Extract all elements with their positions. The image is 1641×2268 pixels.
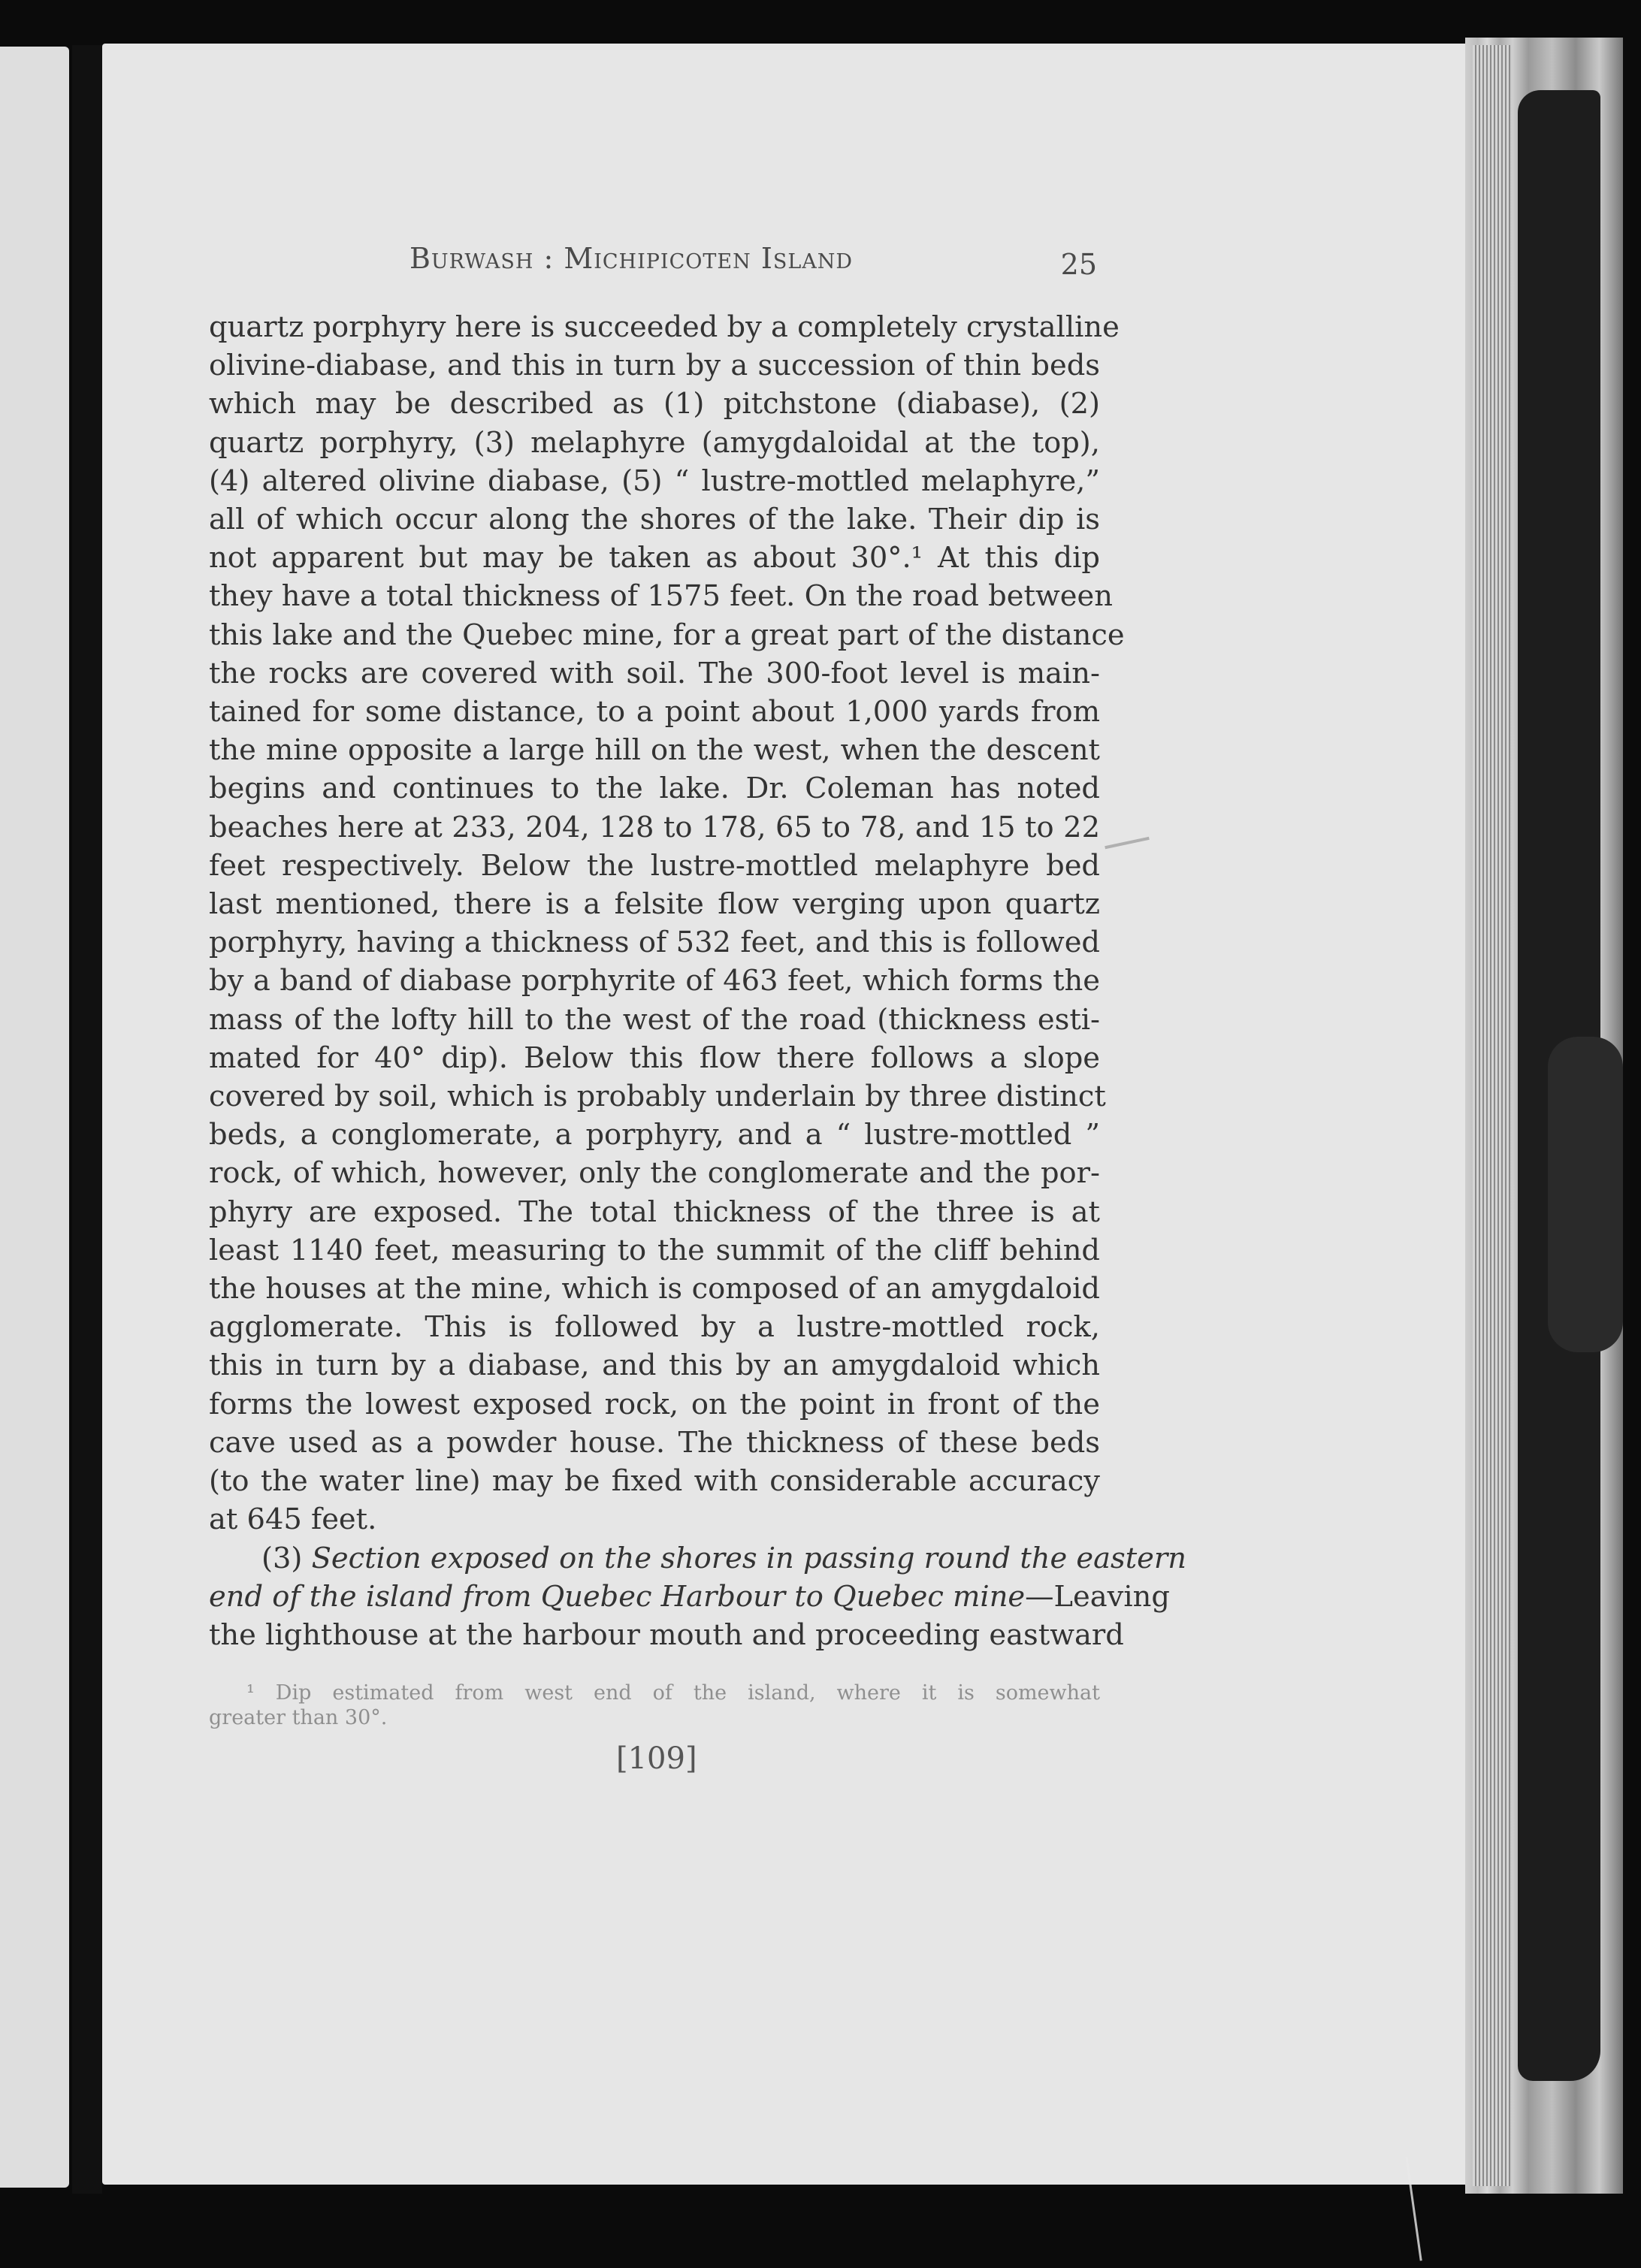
text-line: mated for 40° dip). Below this flow there follows a slope [209,1040,1100,1075]
text-line: porphyry, having a thickness of 532 feet, and this is followed [209,926,1100,960]
folio-number: [109] [616,1741,697,1776]
text-line: the mine opposite a large hill on the west, when the descent [209,733,1100,768]
text-line: forms the lowest exposed rock, on the point in front of the [209,1387,1100,1421]
left-page-edge [0,47,69,2188]
text-line: not apparent but may be taken as about 30°.¹ At this dip [209,541,1100,575]
footnote [209,1681,1100,1730]
text-line: this lake and the Quebec mine, for a great part of the distance [209,618,1125,652]
text-line: feet respectively. Below the lustre-mottled melaphyre bed [209,848,1100,883]
text-line: covered by soil, which is probably underlain by three distinct [209,1080,1106,1114]
text-line: tained for some distance, to a point about 1,000 yards from [209,695,1100,729]
text-line: quartz porphyry, (3) melaphyre (amygdaloidal at the top), [209,425,1100,460]
section-title-part2: end of the island from Quebec Harbour to Quebec mine [209,1579,1026,1614]
section-title-part1: Section exposed on the shores in passing round the eastern [311,1541,1186,1575]
text-line: the lighthouse at the harbour mouth and proceeding eastward [209,1617,1124,1652]
text-line: (to the water line) may be fixed with considerable accuracy [209,1464,1100,1499]
text-line: beds, a conglomerate, a porphyry, and a “ lustre-mottled ” [209,1118,1100,1152]
text-line: cave used as a powder house. The thickness of these beds [209,1425,1100,1460]
text-line: least 1140 feet, measuring to the summit of the cliff behind [209,1233,1100,1267]
text-line: rock, of which, however, only the conglomerate and the por- [209,1156,1100,1191]
text-line: the houses at the mine, which is composed of an amygdaloid [209,1272,1100,1306]
text-line: phyry are exposed. The total thickness of the three is at [209,1194,1100,1229]
text-line: mass of the lofty hill to the west of the road (thickness esti- [209,1002,1100,1037]
text-line: beaches here at 233, 204, 128 to 178, 65 to 78, and 15 to 22 [209,810,1100,844]
text-line: begins and continues to the lake. Dr. Coleman has noted [209,772,1100,806]
book-gutter [72,45,102,2194]
text-line: this in turn by a diabase, and this by an amygdaloid which [209,1348,1100,1383]
text-line: all of which occur along the shores of the lake. Their dip is [209,503,1100,537]
body-text [209,308,1186,1654]
section-heading-line [209,1578,1170,1616]
text-line: they have a total thickness of 1575 feet. On the road between [209,579,1113,614]
text-line: last mentioned, there is a felsite flow verging upon quartz [209,887,1100,922]
text-line: at 645 feet. [209,1502,377,1537]
text-line: quartz porphyry here is succeeded by a completely crystalline [209,310,1120,344]
section-text-start: —Leaving [1025,1579,1170,1614]
text-line: by a band of diabase porphyrite of 463 feet, which forms the [209,964,1100,998]
text-line: the rocks are covered with soil. The 300-foot level is main- [209,656,1100,690]
page-edge-lines [1473,45,1510,2186]
footnote-line: greater than 30°. [209,1706,388,1729]
text-line: olivine-diabase, and this in turn by a succession of thin beds [209,349,1100,383]
section-heading-line [209,1539,1186,1578]
page-number: 25 [1060,248,1097,281]
running-head: Burwash : Michipicoten Island [409,242,854,275]
section-number: (3) [261,1541,303,1575]
text-line: which may be described as (1) pitchstone (diabase), (2) [209,387,1100,421]
text-line: agglomerate. This is followed by a lustre-mottled rock, [209,1310,1100,1345]
page-header [210,242,1097,287]
footnote-line: ¹ Dip estimated from west end of the island, where it is somewhat [246,1681,1100,1705]
cover-edge-shadow-lower [1548,1037,1623,1352]
text-line: (4) altered olivine diabase, (5) “ lustre-mottled melaphyre,” [209,464,1100,498]
